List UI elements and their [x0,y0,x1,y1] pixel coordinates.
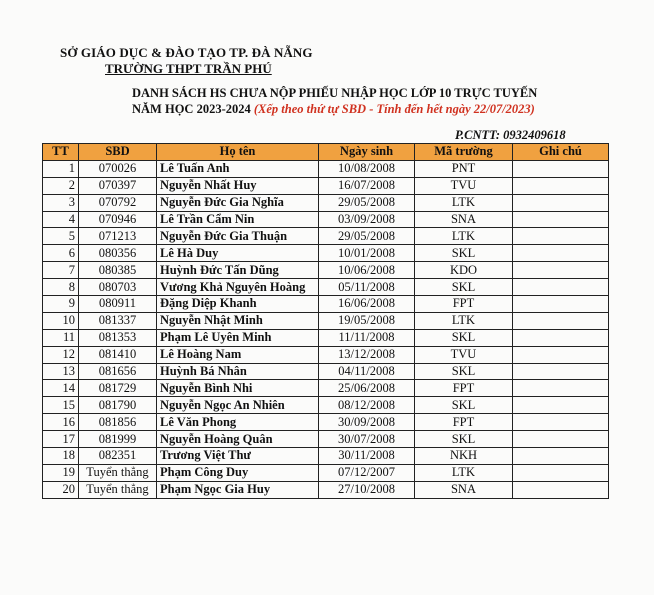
cell-dob: 30/11/2008 [319,448,415,465]
cell-school: LTK [415,194,513,211]
cell-tt: 16 [43,414,79,431]
cell-dob: 04/11/2008 [319,363,415,380]
cell-note [513,211,609,228]
cell-dob: 19/05/2008 [319,312,415,329]
cell-dob: 05/11/2008 [319,279,415,296]
sort-note: (Xếp theo thứ tự SBD - Tính đến hết ngày 22/07/2023) [253,102,535,116]
cell-name: Nguyễn Ngọc An Nhiên [157,397,319,414]
cell-school: SKL [415,431,513,448]
cell-school: SKL [415,245,513,262]
cell-tt: 7 [43,262,79,279]
table-row [43,312,609,329]
cell-dob: 11/11/2008 [319,329,415,346]
cell-school: LTK [415,312,513,329]
cell-school: SNA [415,211,513,228]
cell-name: Lê Trần Cẩm Nin [157,211,319,228]
column-header-note: Ghi chú [513,144,609,161]
cell-school: KDO [415,262,513,279]
cell-name: Phạm Công Duy [157,464,319,481]
cell-note [513,414,609,431]
cell-note [513,363,609,380]
cell-tt: 4 [43,211,79,228]
cell-sbd: 080385 [79,262,157,279]
cell-tt: 14 [43,380,79,397]
cell-note [513,448,609,465]
table-row [43,380,609,397]
cell-note [513,329,609,346]
cell-tt: 17 [43,431,79,448]
cell-sbd: 081999 [79,431,157,448]
cell-note [513,279,609,296]
cell-dob: 10/01/2008 [319,245,415,262]
table-row [43,431,609,448]
cell-dob: 27/10/2008 [319,481,415,498]
cell-sbd: Tuyển thẳng [79,481,157,498]
table-row [43,414,609,431]
table-row [43,228,609,245]
cell-note [513,464,609,481]
cell-name: Nguyễn Nhật Minh [157,312,319,329]
column-header-dob: Ngày sinh [319,144,415,161]
cell-tt: 3 [43,194,79,211]
table-row [43,464,609,481]
cell-name: Lê Hoàng Nam [157,346,319,363]
cell-note [513,228,609,245]
cell-dob: 16/06/2008 [319,296,415,313]
cell-tt: 13 [43,363,79,380]
cell-school: SNA [415,481,513,498]
cell-sbd: 081729 [79,380,157,397]
cell-name: Vương Khả Nguyên Hoàng [157,279,319,296]
school-year: NĂM HỌC 2023-2024 [132,102,251,116]
table-row [43,448,609,465]
cell-tt: 11 [43,329,79,346]
student-table [42,143,609,499]
cell-note [513,380,609,397]
cell-name: Nguyễn Đức Gia Thuận [157,228,319,245]
cell-tt: 20 [43,481,79,498]
cell-sbd: 080356 [79,245,157,262]
cell-sbd: 080911 [79,296,157,313]
cell-sbd: 070397 [79,177,157,194]
cell-sbd: 081856 [79,414,157,431]
table-row [43,245,609,262]
cell-dob: 30/09/2008 [319,414,415,431]
cell-name: Đặng Diệp Khanh [157,296,319,313]
cell-tt: 12 [43,346,79,363]
cell-sbd: Tuyển thẳng [79,464,157,481]
cell-note [513,397,609,414]
cell-sbd: 081353 [79,329,157,346]
cell-name: Nguyễn Bình Nhi [157,380,319,397]
table-row [43,346,609,363]
document-subtitle [132,102,535,117]
cell-name: Lê Văn Phong [157,414,319,431]
cell-name: Phạm Ngọc Gia Huy [157,481,319,498]
cell-name: Huỳnh Bá Nhân [157,363,319,380]
cell-school: SKL [415,279,513,296]
cell-dob: 08/12/2008 [319,397,415,414]
cell-school: FPT [415,414,513,431]
column-header-tt: TT [43,144,79,161]
cell-note [513,296,609,313]
table-row [43,296,609,313]
cell-tt: 6 [43,245,79,262]
cell-sbd: 082351 [79,448,157,465]
cell-name: Phạm Lê Uyên Minh [157,329,319,346]
cell-sbd: 070792 [79,194,157,211]
cell-school: SKL [415,363,513,380]
table-row [43,279,609,296]
cell-dob: 30/07/2008 [319,431,415,448]
table-row [43,160,609,177]
cell-dob: 03/09/2008 [319,211,415,228]
cell-school: SKL [415,397,513,414]
cell-tt: 8 [43,279,79,296]
table-body [43,160,609,498]
cell-dob: 07/12/2007 [319,464,415,481]
cell-note [513,160,609,177]
table-row [43,329,609,346]
cell-school: FPT [415,380,513,397]
cell-sbd: 081337 [79,312,157,329]
cell-note [513,346,609,363]
table-row [43,211,609,228]
cell-dob: 16/07/2008 [319,177,415,194]
table-row [43,177,609,194]
cell-school: FPT [415,296,513,313]
cell-note [513,245,609,262]
cell-note [513,262,609,279]
cell-note [513,481,609,498]
cell-dob: 10/06/2008 [319,262,415,279]
department-heading: SỞ GIÁO DỤC & ĐÀO TẠO TP. ĐÀ NẴNG [60,45,313,60]
table-row [43,194,609,211]
cell-note [513,312,609,329]
cell-note [513,177,609,194]
cell-sbd: 071213 [79,228,157,245]
cell-name: Lê Hà Duy [157,245,319,262]
cell-school: TVU [415,177,513,194]
cell-tt: 18 [43,448,79,465]
cell-tt: 10 [43,312,79,329]
cell-tt: 2 [43,177,79,194]
table-header-row [43,144,609,161]
cell-sbd: 081656 [79,363,157,380]
cell-sbd: 081790 [79,397,157,414]
cell-name: Nguyễn Nhất Huy [157,177,319,194]
cell-sbd: 081410 [79,346,157,363]
cell-tt: 9 [43,296,79,313]
column-header-name: Họ tên [157,144,319,161]
cell-name: Huỳnh Đức Tấn Dũng [157,262,319,279]
cell-tt: 1 [43,160,79,177]
cell-dob: 29/05/2008 [319,194,415,211]
cell-name: Lê Tuấn Anh [157,160,319,177]
cell-tt: 15 [43,397,79,414]
cell-note [513,431,609,448]
cell-school: TVU [415,346,513,363]
cell-sbd: 080703 [79,279,157,296]
cell-tt: 5 [43,228,79,245]
cell-name: Nguyễn Hoàng Quân [157,431,319,448]
contact-info: P.CNTT: 0932409618 [455,128,566,142]
cell-name: Trương Việt Thư [157,448,319,465]
cell-school: PNT [415,160,513,177]
cell-sbd: 070946 [79,211,157,228]
cell-school: LTK [415,228,513,245]
cell-name: Nguyễn Đức Gia Nghĩa [157,194,319,211]
cell-dob: 29/05/2008 [319,228,415,245]
cell-dob: 13/12/2008 [319,346,415,363]
column-header-sbd: SBD [79,144,157,161]
table-row [43,262,609,279]
cell-sbd: 070026 [79,160,157,177]
cell-school: LTK [415,464,513,481]
cell-dob: 10/08/2008 [319,160,415,177]
cell-dob: 25/06/2008 [319,380,415,397]
table-row [43,481,609,498]
cell-note [513,194,609,211]
school-heading: TRƯỜNG THPT TRẦN PHÚ [105,61,272,76]
column-header-school: Mã trường [415,144,513,161]
cell-tt: 19 [43,464,79,481]
cell-school: NKH [415,448,513,465]
table-row [43,363,609,380]
cell-school: SKL [415,329,513,346]
document-title: DANH SÁCH HS CHƯA NỘP PHIẾU NHẬP HỌC LỚP 10 TRỰC TUYẾN [132,86,538,100]
table-row [43,397,609,414]
